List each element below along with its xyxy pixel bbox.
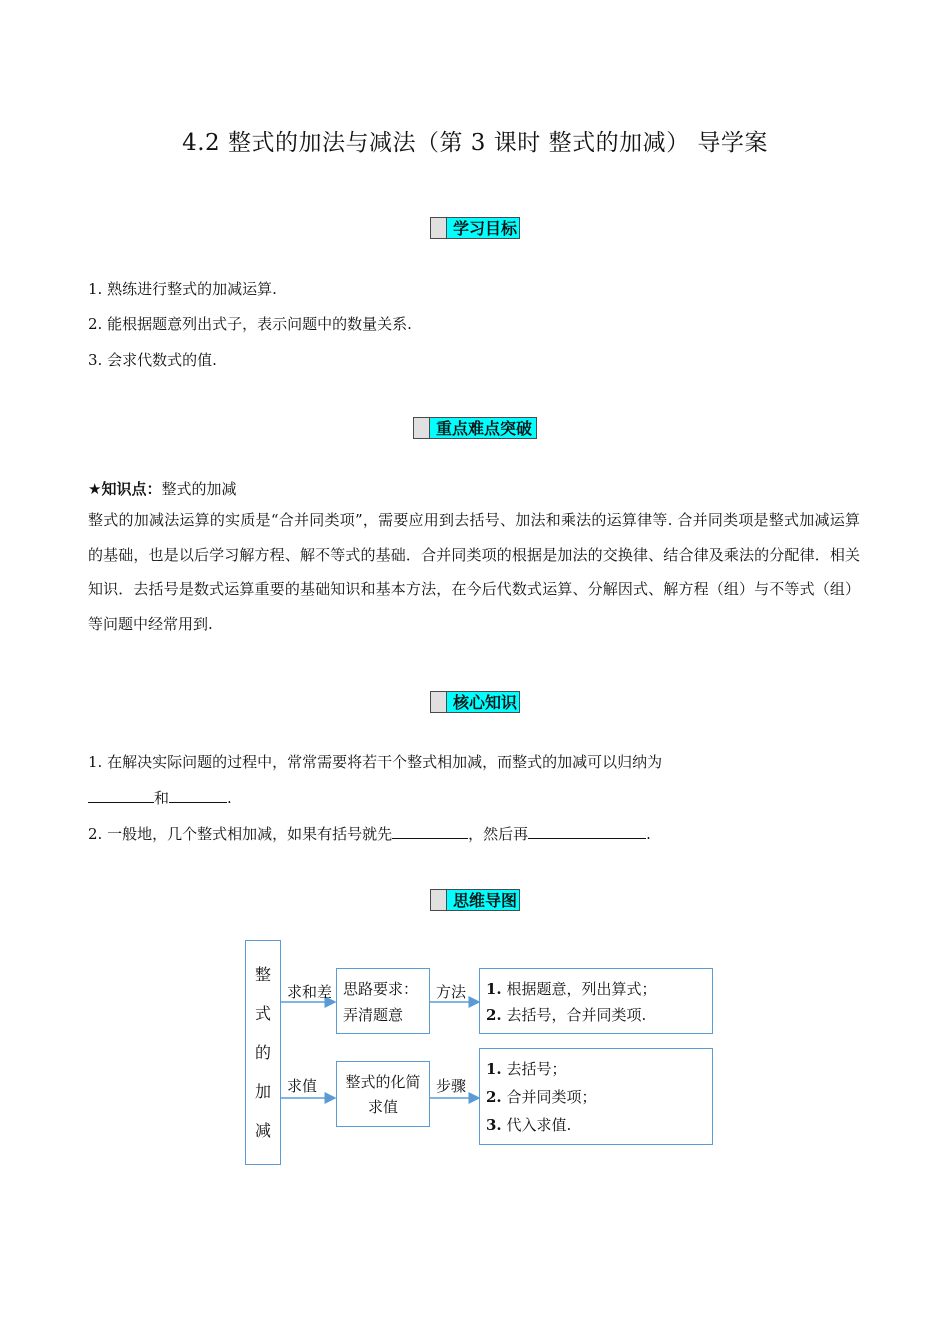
step-text: 代入求值.: [506, 1116, 572, 1134]
section-title: 重点难点突破: [436, 419, 533, 438]
section-header-mindmap: [430, 889, 520, 911]
value-step-1: [486, 1055, 712, 1083]
section-title: 学习目标: [453, 219, 518, 238]
section-title: 思维导图: [453, 891, 518, 910]
box-line: 弄清题意: [343, 1006, 404, 1024]
core-item-1-blanks: [88, 786, 232, 808]
step-text: 合并同类项；: [506, 1088, 597, 1106]
step-text: 根据题意，列出算式；: [506, 980, 657, 998]
root-char: 式: [254, 1004, 271, 1023]
mindmap-root-box: [245, 940, 281, 1165]
root-char: 减: [254, 1121, 271, 1140]
answer-blank[interactable]: [392, 822, 468, 839]
step-number: 3.: [486, 1116, 502, 1134]
root-char: 的: [254, 1043, 271, 1062]
step-text: 去括号；: [506, 1060, 567, 1078]
core-item-2-text: 2. 一般地，几个整式相加减，如果有括号就先: [88, 825, 393, 843]
value-steps-box: [479, 1048, 713, 1145]
header-tab: [414, 418, 430, 438]
method-steps-box: [479, 968, 713, 1034]
branch-label-sum: 求和差: [287, 983, 333, 1001]
objective-3: 3. 会求代数式的值.: [88, 351, 217, 369]
section-header-objectives: [430, 217, 520, 239]
box-line: 思路要求：: [343, 980, 419, 998]
period-text: .: [227, 789, 232, 807]
root-char: 加: [254, 1082, 271, 1101]
core-item-2-mid: ，然后再: [468, 825, 529, 843]
page-title: 4.2 整式的加法与减法（第 3 课时 整式的加减） 导学案: [182, 130, 768, 156]
method-step-1: [486, 976, 712, 1002]
knowledge-point-heading: [88, 478, 236, 499]
method-step-2: [486, 1002, 712, 1028]
box-line: 整式的化简: [345, 1073, 421, 1091]
box-line: 求值: [367, 1098, 398, 1116]
objective-2: 2. 能根据题意列出式子，表示问题中的数量关系.: [88, 315, 412, 333]
section-title: 核心知识: [453, 693, 518, 712]
root-char: 整: [254, 965, 271, 984]
objective-1: 1. 熟练进行整式的加减运算.: [88, 280, 277, 298]
answer-blank[interactable]: [528, 822, 646, 839]
value-step-3: [486, 1111, 712, 1139]
header-tab: [431, 890, 447, 910]
section-header-core: [430, 691, 520, 713]
knowledge-point-label: ★知识点：: [88, 480, 162, 498]
section-header-key-points: [413, 417, 537, 439]
conjunction-text: 和: [154, 789, 170, 807]
knowledge-point-body: 整式的加减法运算的实质是“合并同类项”，需要应用到去括号、加法和乘法的运算律等. 合并同类项是整式加减运算的基础，也是以后学习解方程、解不等式的基础．合并同类项的根据是加法的交换律、结合律及乘法的分配律．相关知识．去括号是数式运算重要的基础知识和基本方法，在今后代数式运算、分解因式、解方程（组）与不等式（组）等问题中经常用到.: [88, 511, 860, 633]
step-number: 2.: [486, 1088, 502, 1106]
thinking-box: [336, 968, 430, 1034]
answer-blank[interactable]: [88, 786, 154, 803]
value-step-2: [486, 1083, 712, 1111]
answer-blank[interactable]: [169, 786, 227, 803]
period-text: .: [646, 825, 651, 843]
simplify-box: [336, 1061, 430, 1127]
core-item-2: [88, 822, 651, 844]
header-tab: [431, 218, 447, 238]
branch-label-method: 方法: [436, 983, 467, 1001]
branch-label-steps: 步骤: [436, 1077, 467, 1095]
step-text: 去括号，合并同类项.: [506, 1006, 647, 1024]
knowledge-point-topic: 整式的加减: [161, 480, 237, 498]
step-number: 1.: [486, 1060, 502, 1078]
step-number: 2.: [486, 1006, 502, 1024]
header-tab: [431, 692, 447, 712]
step-number: 1.: [486, 980, 502, 998]
core-item-1: 1. 在解决实际问题的过程中，常常需要将若干个整式相加减，而整式的加减可以归纳为: [88, 753, 663, 771]
branch-label-value: 求值: [287, 1077, 318, 1095]
